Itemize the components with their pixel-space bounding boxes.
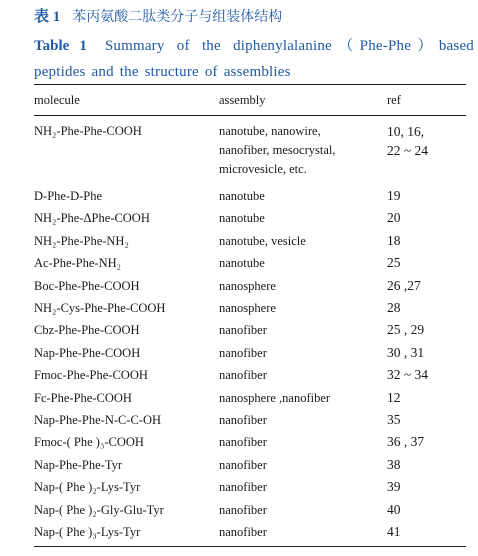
cell-ref: 36 , 37 xyxy=(387,434,425,450)
chinese-table-title: 苯丙氨酸二肽类分子与组装体结构 xyxy=(72,9,283,25)
table-row xyxy=(34,319,466,341)
cell-ref: 30 , 31 xyxy=(387,344,425,360)
table-row xyxy=(34,230,466,252)
cell-molecule: NH₂-Phe-ΔPhe-COOH xyxy=(34,211,150,226)
cell-assembly: nanotube xyxy=(219,211,265,226)
cell-assembly: nanofiber xyxy=(219,413,267,428)
table-row xyxy=(34,387,466,409)
cell-ref: 25 xyxy=(387,255,401,271)
cell-assembly: nanofiber xyxy=(219,480,267,495)
english-table-label: Table 1 xyxy=(34,38,87,54)
assembly-line: microvesicle, etc. xyxy=(219,162,307,176)
assembly-line: nanofiber, mesocrystal, xyxy=(219,143,336,157)
table-row xyxy=(34,364,466,386)
cell-molecule: Boc-Phe-Phe-COOH xyxy=(34,278,140,293)
cell-molecule: Nap-Phe-Phe-COOH xyxy=(34,345,141,360)
cell-molecule: Fmoc-Phe-Phe-COOH xyxy=(34,368,148,383)
cell-assembly: nanofiber xyxy=(219,525,267,540)
cell-molecule: NH₂-Phe-Phe-NH₂ xyxy=(34,233,129,248)
table-row xyxy=(34,297,466,319)
table-row xyxy=(34,342,466,364)
cell-ref: 20 xyxy=(387,210,401,226)
cell-molecule: Ac-Phe-Phe-NH₂ xyxy=(34,256,121,271)
table-row xyxy=(34,185,466,207)
cell-ref: 12 xyxy=(387,389,401,405)
table-row xyxy=(34,431,466,453)
cell-molecule: Nap-( Phe )₂-Gly-Glu-Tyr xyxy=(34,502,164,517)
ref-line: 22 ~ 24 xyxy=(387,143,429,158)
cell-molecule: D-Phe-D-Phe xyxy=(34,189,103,203)
cell-molecule: Cbz-Phe-Phe-COOH xyxy=(34,323,140,338)
table-row xyxy=(34,120,466,185)
cell-assembly: nanofiber xyxy=(219,435,267,450)
cell-molecule: Nap-( Phe )₃-Lys-Tyr xyxy=(34,525,141,540)
cell-ref: 41 xyxy=(387,524,401,540)
header-assembly: assembly xyxy=(219,92,266,107)
cell-ref: 35 xyxy=(387,412,401,428)
cell-assembly: nanofiber xyxy=(219,368,267,383)
table-caption xyxy=(34,7,474,85)
cell-assembly: nanofiber xyxy=(219,457,267,472)
cell-ref xyxy=(387,120,466,179)
header-ref: ref xyxy=(387,92,401,107)
table-row xyxy=(34,454,466,476)
table-header-row xyxy=(34,85,466,115)
cell-assembly: nanotube xyxy=(219,256,265,271)
peptide-table xyxy=(34,84,466,547)
cell-assembly: nanosphere xyxy=(219,301,276,316)
header-molecule: molecule xyxy=(34,92,80,107)
cell-ref: 28 xyxy=(387,300,401,316)
cell-assembly: nanofiber xyxy=(219,502,267,517)
cell-assembly xyxy=(219,120,387,179)
table-row xyxy=(34,499,466,521)
cell-molecule: Fc-Phe-Phe-COOH xyxy=(34,390,132,405)
english-caption xyxy=(34,33,474,85)
table-row xyxy=(34,409,466,431)
cell-assembly: nanosphere ,nanofiber xyxy=(219,390,331,405)
table-row xyxy=(34,275,466,297)
cell-assembly: nanotube xyxy=(219,189,265,203)
bottom-rule xyxy=(34,546,466,547)
cell-assembly: nanofiber xyxy=(219,323,267,338)
table-row xyxy=(34,207,466,229)
cell-assembly: nanosphere xyxy=(219,278,276,293)
cell-assembly: nanofiber xyxy=(219,345,267,360)
table-row xyxy=(34,476,466,498)
cell-ref: 40 xyxy=(387,501,401,517)
cell-ref: 39 xyxy=(387,479,401,495)
cell-ref: 26 ,27 xyxy=(387,277,421,293)
cell-assembly: nanotube, vesicle xyxy=(219,233,306,248)
cell-molecule: Nap-Phe-Phe-N-C-C-OH xyxy=(34,413,162,428)
cell-ref: 25 , 29 xyxy=(387,322,425,338)
cell-ref: 18 xyxy=(387,232,401,248)
cell-molecule: Nap-( Phe )₂-Lys-Tyr xyxy=(34,480,141,495)
cell-ref: 19 xyxy=(387,188,401,203)
cell-molecule: Nap-Phe-Phe-Tyr xyxy=(34,457,122,472)
cell-ref: 38 xyxy=(387,456,401,472)
table-row xyxy=(34,252,466,274)
table-row xyxy=(34,521,466,543)
assembly-line: nanotube, nanowire, xyxy=(219,124,321,138)
cell-molecule: Fmoc-( Phe )₃-COOH xyxy=(34,435,144,450)
chinese-caption xyxy=(34,7,474,27)
chinese-table-label: 表 1 xyxy=(34,9,61,25)
cell-molecule: NH₂-Cys-Phe-Phe-COOH xyxy=(34,301,166,316)
cell-ref: 32 ~ 34 xyxy=(387,367,429,383)
table-body xyxy=(34,116,466,546)
english-table-title: Summary of the diphenylalanine（Phe-Phe）based peptides and the structure of assemblies xyxy=(34,38,475,80)
cell-molecule: NH₂-Phe-Phe-COOH xyxy=(34,124,142,138)
ref-line: 10, 16, xyxy=(387,124,425,139)
